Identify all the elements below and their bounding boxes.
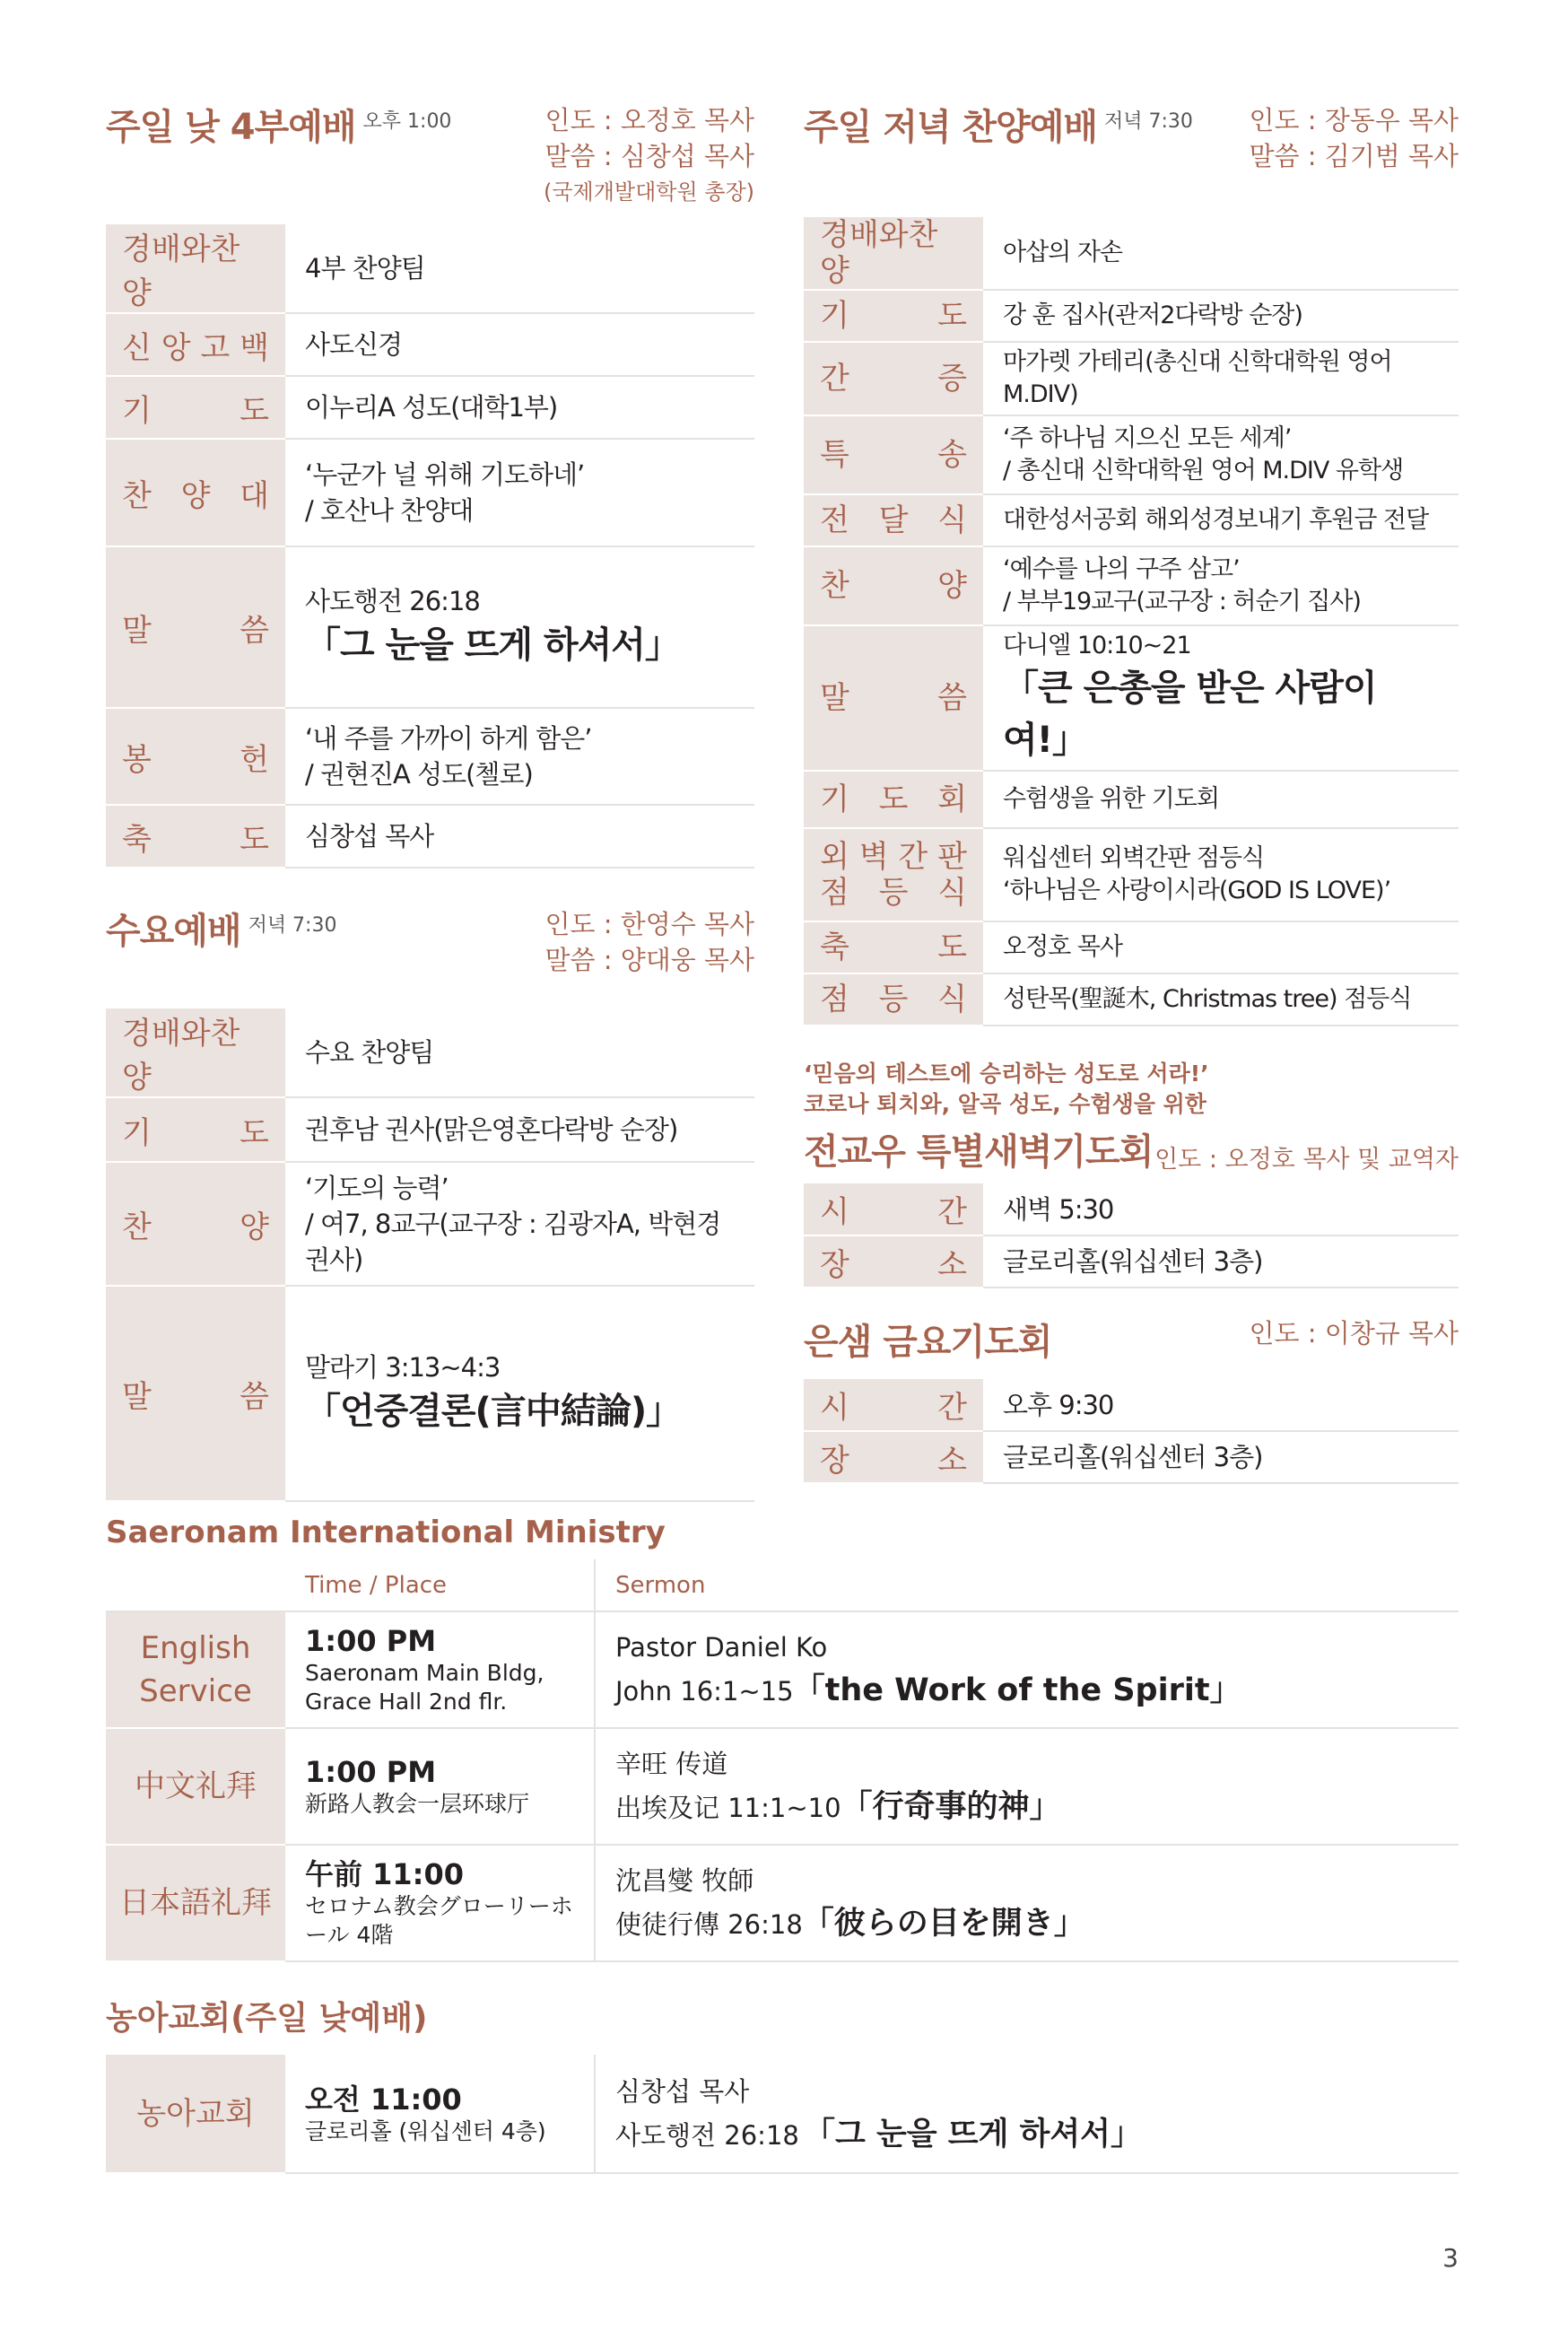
schedule-row	[804, 290, 1459, 342]
row-value: 오후 9:30	[983, 1379, 1459, 1431]
row-value: 다니엘 10:10~21 「큰 은총을 받은 사람이여!」	[983, 625, 1459, 771]
intl-sermon-title: 「the Work of the Spirit」	[793, 1672, 1241, 1708]
wed-title: 수요예배	[106, 911, 241, 952]
row-label: 점 등 식	[804, 973, 983, 1026]
row-label: 축 도	[106, 805, 285, 868]
row-label: 봉 헌	[106, 708, 285, 805]
deaf-scripture: 사도행전 26:18	[615, 2119, 799, 2151]
sundayeve-time: 저녁 7:30	[1103, 110, 1193, 133]
schedule-row	[804, 625, 1459, 771]
sundayeve-table	[804, 217, 1459, 1026]
intl-service-label: 中文礼拜	[106, 1728, 285, 1845]
intl-place: 新路人教会一层环球厅	[305, 1791, 530, 1817]
row-value: 성탄목(聖誕木, Christmas tree) 점등식	[983, 973, 1459, 1026]
schedule-row	[804, 217, 1459, 290]
sunday4-title: 주일 낮 4부예배	[106, 107, 356, 148]
schedule-row	[804, 494, 1459, 546]
schedule-row	[804, 771, 1459, 828]
sermon-title: 「언중결론(言中結論)」	[305, 1391, 682, 1432]
intl-service-label: 日本語礼拜	[106, 1845, 285, 1961]
dawn-header	[804, 1059, 1459, 1174]
schedule-row	[804, 1235, 1459, 1288]
friday-leader: 인도 : 이창규 목사	[1249, 1318, 1459, 1349]
schedule-row	[106, 376, 754, 439]
row-value: 글로리홀(워십센터 3층)	[983, 1235, 1459, 1288]
dawn-subtitle-1: ‘믿음의 테스트에 승리하는 성도로 서라!’	[804, 1061, 1209, 1087]
row-label: 말 씀	[106, 1286, 285, 1501]
row-label: 찬 양	[106, 1162, 285, 1286]
schedule-row	[106, 1162, 754, 1286]
row-label: 장 소	[804, 1431, 983, 1483]
intl-table	[106, 1559, 1459, 1962]
schedule-row	[106, 708, 754, 805]
row-value: ‘누군가 널 위해 기도하네’ / 호산나 찬양대	[285, 439, 754, 546]
row-value: 마가렛 가테리(총신대 신학대학원 영어 M.DIV)	[983, 342, 1459, 415]
row-value: 글로리홀(워십센터 3층)	[983, 1431, 1459, 1483]
friday-table	[804, 1379, 1459, 1484]
sunday4-time: 오후 1:00	[362, 110, 452, 133]
dawn-table	[804, 1183, 1459, 1288]
row-value: 강 훈 집사(관저2다락방 순장)	[983, 290, 1459, 342]
row-label: 찬 양	[804, 546, 983, 625]
intl-scripture: 出埃及记 11:1~10	[615, 1793, 841, 1823]
sundayeve-leaders: 인도 : 장동우 목사 말씀 : 김기범 목사	[1249, 105, 1459, 171]
deaf-preacher: 심창섭 목사	[615, 2075, 750, 2107]
left-column	[106, 99, 754, 1502]
row-value: 새벽 5:30	[983, 1183, 1459, 1235]
schedule-row	[106, 224, 754, 313]
row-label: 찬 양 대	[106, 439, 285, 546]
row-label: 경배와찬양	[804, 217, 983, 290]
row-label: 장 소	[804, 1235, 983, 1288]
schedule-row	[804, 828, 1459, 921]
schedule-row	[804, 1183, 1459, 1235]
row-label: 간 증	[804, 342, 983, 415]
row-label: 외 벽 간 판 점 등 식	[804, 828, 983, 921]
row-value: 수요 찬양팀	[285, 1008, 754, 1097]
wed-header	[106, 903, 754, 1008]
schedule-row	[106, 439, 754, 546]
sunday4-table	[106, 224, 754, 869]
intl-title: Saeronam International Ministry	[106, 1515, 666, 1550]
sermon-title: 「큰 은총을 받은 사람이여!」	[1003, 668, 1377, 761]
intl-sermon-title: 「行奇事的神」	[841, 1789, 1061, 1825]
intl-service-label: English Service	[106, 1611, 285, 1728]
schedule-row	[106, 546, 754, 708]
deaf-place: 글로리홀 (워십센터 4층)	[305, 2117, 546, 2144]
schedule-row	[804, 546, 1459, 625]
row-value: 권후남 권사(맑은영혼다락방 순장)	[285, 1097, 754, 1162]
row-label: 신 앙 고 백	[106, 313, 285, 376]
intl-time: 1:00 PM	[305, 1755, 437, 1789]
row-value: ‘예수를 나의 구주 삼고’ / 부부19교구(교구장 : 허순기 집사)	[983, 546, 1459, 625]
row-label: 말 씀	[106, 546, 285, 708]
schedule-row	[804, 342, 1459, 415]
intl-row	[106, 1845, 1459, 1961]
row-value: 사도행전 26:18 「그 눈을 뜨게 하셔서」	[285, 546, 754, 708]
intl-sermon-title: 「彼らの目を開き」	[802, 1906, 1085, 1942]
row-value: 수험생을 위한 기도회	[983, 771, 1459, 828]
intl-scripture: John 16:1~15	[615, 1676, 794, 1707]
intl-row	[106, 1611, 1459, 1728]
row-label: 축 도	[804, 921, 983, 973]
sunday4-leaders: 인도 : 오정호 목사 말씀 : 심창섭 목사 (국제개발대학원 총장)	[543, 105, 754, 205]
row-value: 아삽의 자손	[983, 217, 1459, 290]
dawn-title: 전교우 특별새벽기도회	[804, 1131, 1154, 1173]
friday-title: 은샘 금요기도회	[804, 1322, 1052, 1363]
dawn-leader: 인도 : 오정호 목사 및 교역자	[1154, 1146, 1459, 1174]
deaf-title: 농아교회(주일 낮예배)	[106, 2000, 428, 2037]
row-label: 경배와찬양	[106, 224, 285, 313]
schedule-row	[804, 415, 1459, 494]
schedule-row	[804, 921, 1459, 973]
sundayeve-header	[804, 99, 1459, 217]
row-value: 워십센터 외벽간판 점등식 ‘하나님은 사랑이시라(GOD IS LOVE)’	[983, 828, 1459, 921]
row-value: ‘내 주를 가까이 하게 함은’ / 권현진A 성도(첼로)	[285, 708, 754, 805]
sunday4-header	[106, 99, 754, 224]
right-column	[804, 99, 1459, 1484]
intl-row	[106, 1728, 1459, 1845]
row-label: 말 씀	[804, 625, 983, 771]
row-label: 경배와찬양	[106, 1008, 285, 1097]
friday-header	[804, 1314, 1459, 1365]
schedule-row	[106, 313, 754, 376]
schedule-row	[804, 1431, 1459, 1483]
row-value: 사도신경	[285, 313, 754, 376]
deaf-sermon-title: 「그 눈을 뜨게 하셔서」	[803, 2116, 1142, 2152]
row-value: 대한성서공회 해외성경보내기 후원금 전달	[983, 494, 1459, 546]
row-label: 시 간	[804, 1379, 983, 1431]
sermon-title: 「그 눈을 뜨게 하셔서」	[305, 624, 680, 666]
schedule-row	[106, 1097, 754, 1162]
intl-place: Grace Hall 2nd flr.	[305, 1689, 508, 1715]
deaf-row	[106, 2055, 1459, 2173]
row-label: 기 도	[106, 376, 285, 439]
schedule-row	[106, 1286, 754, 1501]
row-value: 심창섭 목사	[285, 805, 754, 868]
row-value: 오정호 목사	[983, 921, 1459, 973]
row-label: 시 간	[804, 1183, 983, 1235]
intl-col-sermon: Sermon	[595, 1559, 1459, 1611]
dawn-subtitle-2: 코로나 퇴치와, 알곡 성도, 수험생을 위한	[804, 1091, 1206, 1117]
row-label: 특 송	[804, 415, 983, 494]
intl-place: Saeronam Main Bldg,	[305, 1660, 544, 1686]
intl-preacher: 辛旺 传道	[615, 1749, 728, 1779]
row-value: 4부 찬양팀	[285, 224, 754, 313]
intl-preacher: 沈昌燮 牧師	[615, 1865, 754, 1896]
sundayeve-title: 주일 저녁 찬양예배	[804, 107, 1097, 148]
row-label: 기 도	[804, 290, 983, 342]
intl-preacher: Pastor Daniel Ko	[615, 1632, 828, 1663]
intl-time: 1:00 PM	[305, 1624, 437, 1658]
deaf-table	[106, 2055, 1459, 2174]
page-number: 3	[1442, 2243, 1459, 2273]
schedule-row	[106, 805, 754, 868]
schedule-row	[804, 1379, 1459, 1431]
deaf-label: 농아교회	[106, 2055, 285, 2173]
row-label: 전 달 식	[804, 494, 983, 546]
intl-col-time: Time / Place	[285, 1559, 595, 1611]
schedule-row	[804, 973, 1459, 1026]
bottom-section	[106, 1515, 1459, 2174]
intl-header-row	[106, 1559, 1459, 1611]
wed-time: 저녁 7:30	[248, 914, 337, 937]
intl-scripture: 使徒行傳 26:18	[615, 1909, 803, 1940]
deaf-time: 오전 11:00	[305, 2082, 462, 2117]
row-label: 기 도	[106, 1097, 285, 1162]
row-label: 기 도 회	[804, 771, 983, 828]
row-value: 말라기 3:13~4:3 「언중결론(言中結論)」	[285, 1286, 754, 1501]
wed-table	[106, 1008, 754, 1502]
wed-leaders: 인도 : 한영수 목사 말씀 : 양대웅 목사	[544, 909, 754, 975]
intl-place: セロナム教会グローリーホール 4階	[305, 1893, 573, 1948]
row-value: ‘주 하나님 지으신 모든 세계’ / 총신대 신학대학원 영어 M.DIV 유학생	[983, 415, 1459, 494]
intl-time: 午前 11:00	[305, 1857, 465, 1891]
row-value: ‘기도의 능력’ / 여7, 8교구(교구장 : 김광자A, 박현경 권사)	[285, 1162, 754, 1286]
row-value: 이누리A 성도(대학1부)	[285, 376, 754, 439]
schedule-row	[106, 1008, 754, 1097]
